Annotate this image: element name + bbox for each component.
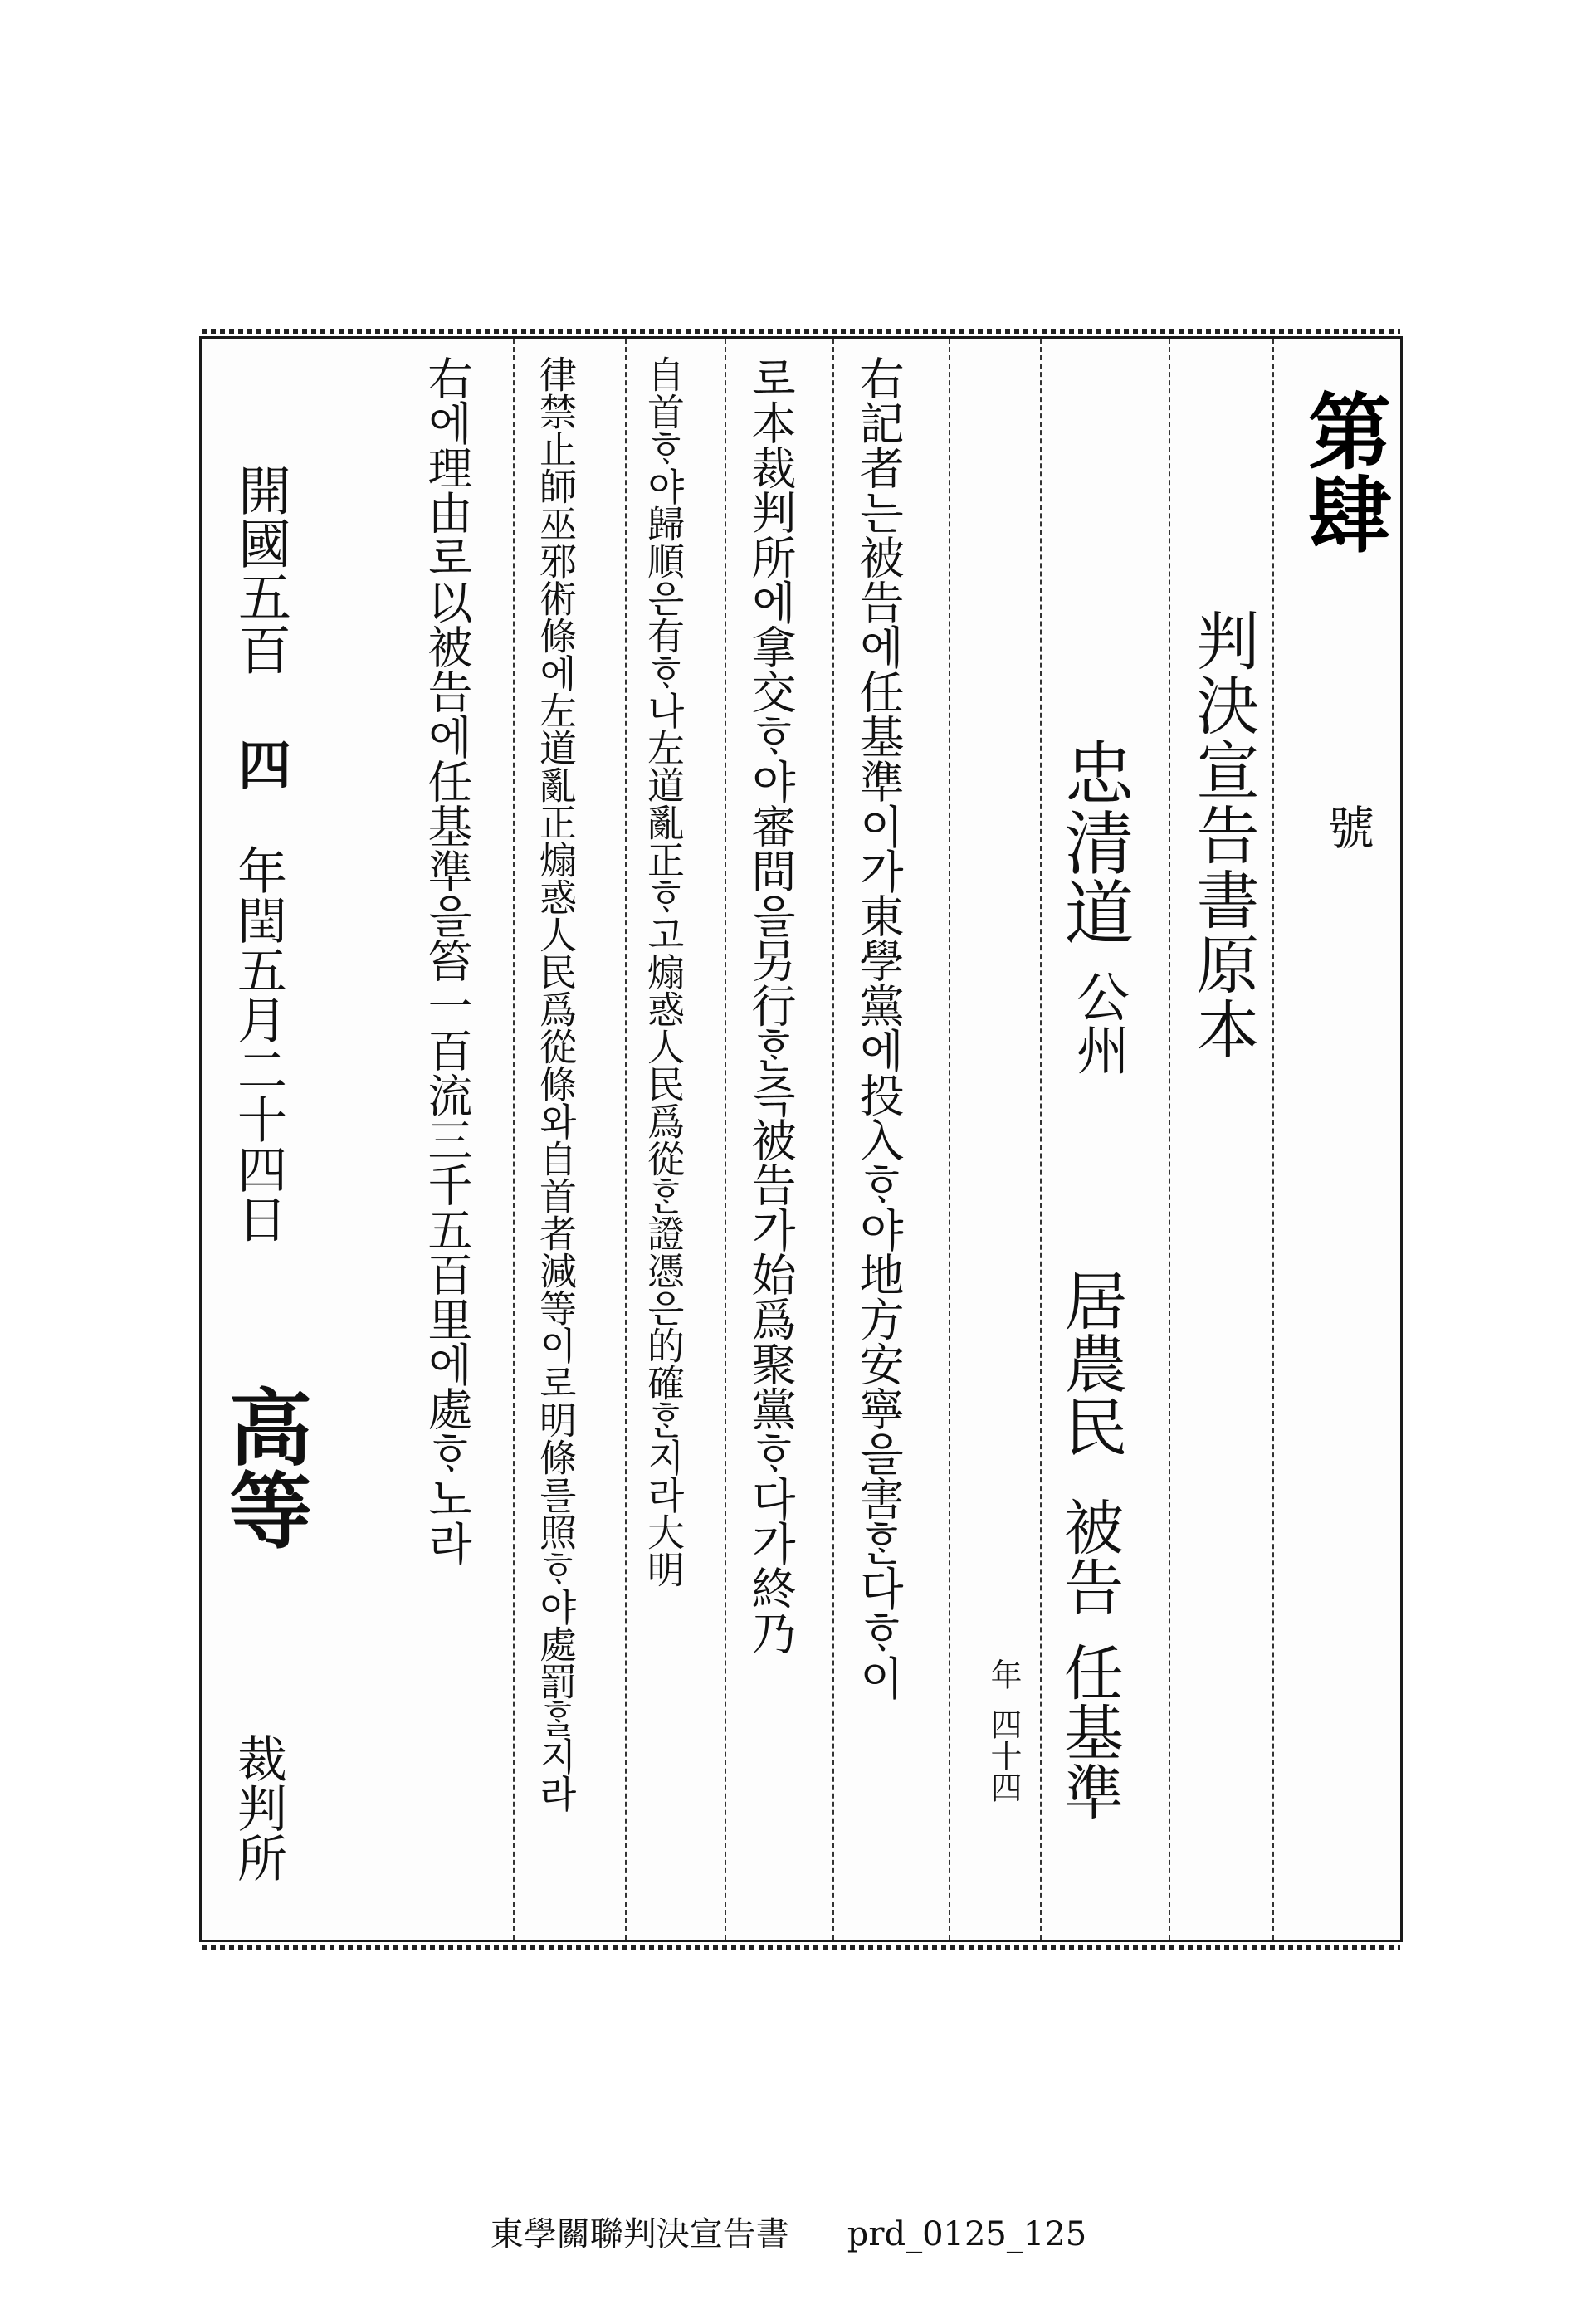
court-seal: 高等 — [215, 1384, 313, 1550]
column-rule — [1040, 339, 1042, 1940]
collection-title: 東學關聯判決宣告書 — [490, 2215, 789, 2253]
body-line-3: 自首ᄒᆞ야歸順은有ᄒᆞ나左道亂正ᄒᆞ고煽惑人民爲從ᄒᆞᆫ證憑은的確ᄒᆞᆫ지라大明 — [641, 355, 685, 1588]
body-line-1: 右記者는被告에任基準이가東學黨에投入ᄒᆞ야地方安寧을害ᄒᆞᆫ다ᄒᆞ이 — [852, 355, 905, 1700]
column-rule — [625, 339, 627, 1940]
date-rest: 年閏五月二十四日 — [229, 845, 287, 1243]
page-id: prd_0125_125 — [847, 2215, 1087, 2253]
age-value: 四十四 — [985, 1708, 1022, 1803]
age-label: 年 — [985, 1658, 1022, 1690]
column-rule — [725, 339, 726, 1940]
defendant-label: 被告 — [1054, 1496, 1124, 1616]
column-rule — [513, 339, 515, 1940]
date-era: 開國五百 — [229, 463, 290, 676]
county: 公州 — [1067, 969, 1129, 1076]
document-title: 判決宣告書原本 — [1186, 608, 1260, 1062]
province: 忠清道 — [1053, 737, 1135, 946]
body-line-5: 右에理由로以被告에任基準을笞一百流三千五百里에處ᄒᆞ노라 — [421, 355, 473, 1565]
date-year: 四 — [229, 737, 291, 790]
defendant-residence: 居農民 — [1054, 1268, 1128, 1457]
column-rule — [949, 339, 950, 1940]
body-line-4: 律禁止師巫邪術條에左道亂正煽惑人民爲從條와自首者減等이로明條를照ᄒᆞ야處罰ᄒᆞᆯ지라 — [533, 355, 577, 1812]
document-number-mark: 第肆 — [1294, 388, 1392, 554]
column-rule — [832, 339, 834, 1940]
frame-top-border — [202, 329, 1400, 334]
column-rule — [1169, 339, 1170, 1940]
document-number-suffix: 號 — [1321, 803, 1374, 850]
document-frame — [199, 336, 1403, 1942]
frame-bottom-border — [202, 1945, 1400, 1950]
column-rule — [1272, 339, 1274, 1940]
defendant-name: 任基準 — [1054, 1642, 1124, 1821]
page-footer — [0, 2208, 1577, 2255]
body-line-2: 로本裁判所에拿交ᄒᆞ야審問을另行ᄒᆞᆫ즉被告가始爲聚黨ᄒᆞ다가終乃 — [745, 355, 797, 1655]
court-name: 裁判所 — [229, 1733, 287, 1882]
